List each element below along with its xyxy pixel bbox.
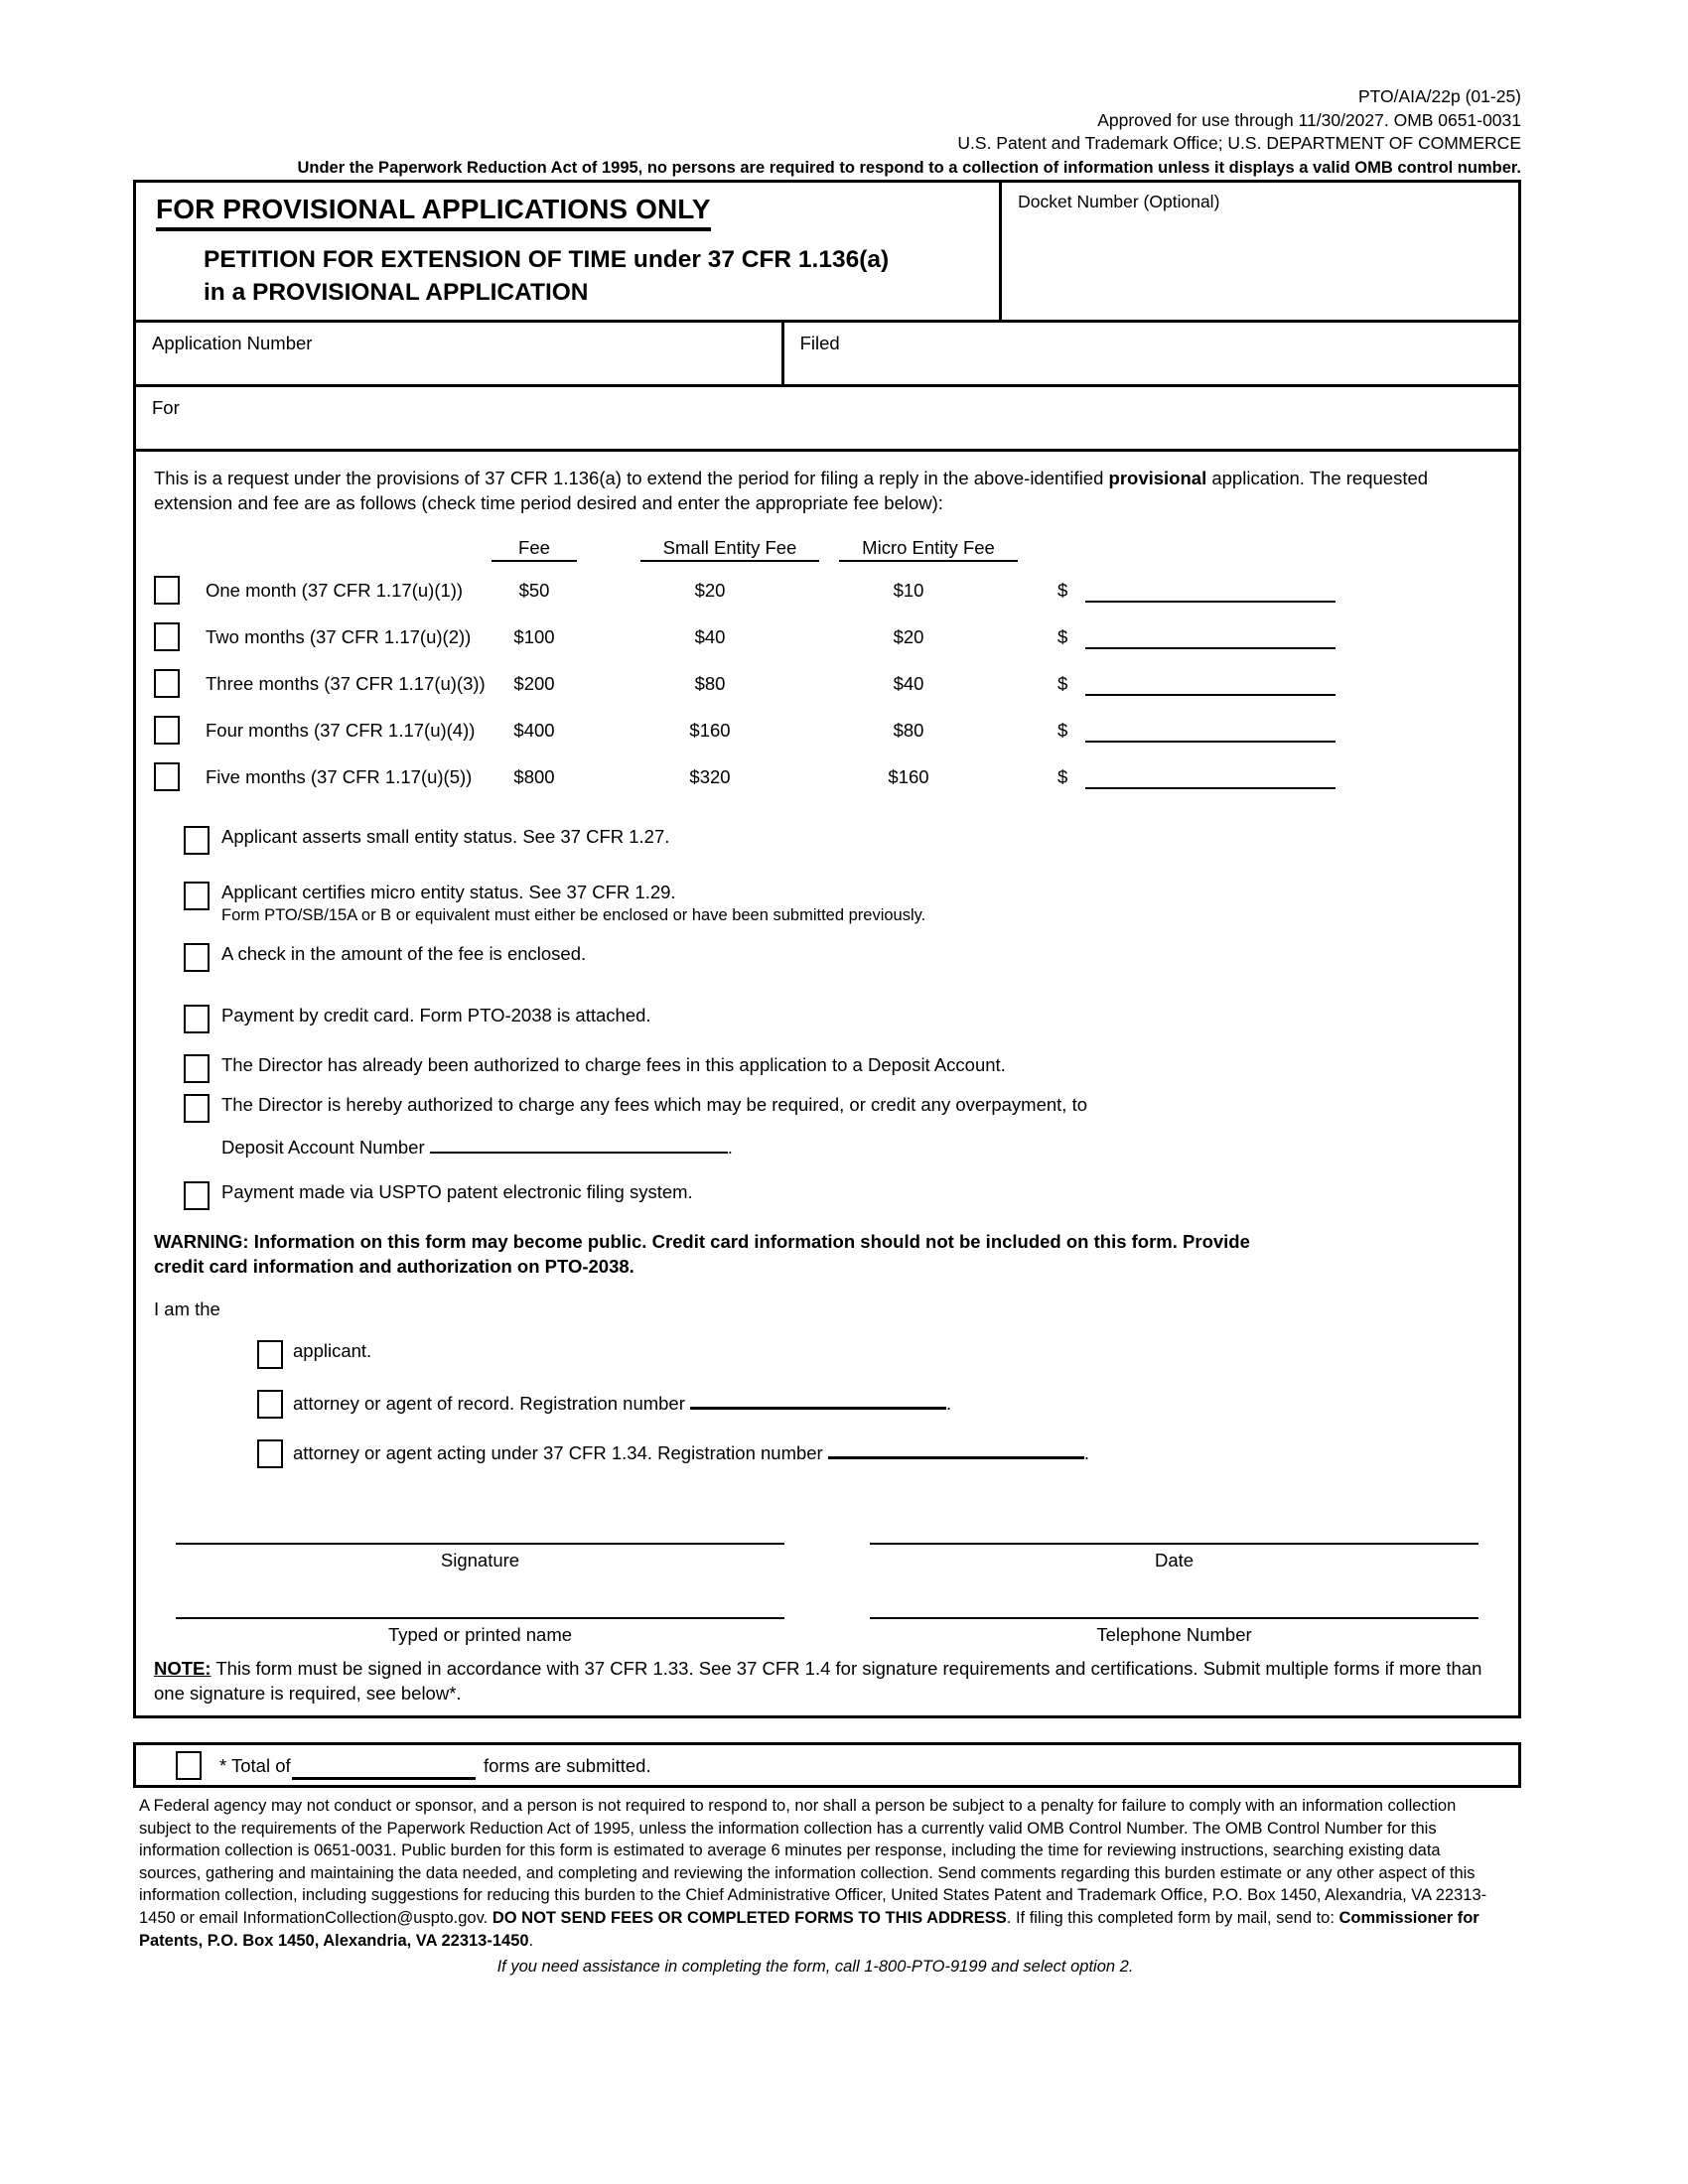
total-forms-input[interactable] — [292, 1777, 476, 1780]
telephone-input[interactable] — [870, 1589, 1478, 1619]
fee-row-small: $20 — [694, 580, 726, 601]
printed-name-field-group — [176, 1589, 784, 1646]
statement-efs-payment[interactable] — [154, 1179, 1500, 1213]
signature-date-row — [154, 1515, 1500, 1571]
fee-row-label: Two months (37 CFR 1.17(u)(2)) — [206, 626, 472, 647]
statement-micro-entity[interactable] — [154, 880, 1500, 927]
statement-check-enclosed[interactable] — [154, 941, 1500, 975]
fee-row-small: $40 — [694, 626, 726, 647]
fee-amount-input[interactable] — [1085, 647, 1336, 649]
date-input[interactable] — [870, 1515, 1478, 1545]
telephone-caption: Telephone Number — [1096, 1624, 1252, 1645]
statement-label: Payment by credit card. Form PTO-2038 is attached. — [221, 1005, 651, 1025]
printed-name-input[interactable] — [176, 1589, 784, 1619]
fee-checkbox-one-month[interactable] — [154, 576, 180, 605]
fee-row-standard: $50 — [518, 580, 550, 601]
fee-row — [154, 711, 1500, 757]
main-content — [136, 452, 1518, 1715]
fee-table — [154, 537, 1500, 804]
statement-label: The Director is hereby authorized to charge any fees which may be required, or credit any overpayment, to — [221, 1094, 1087, 1115]
statement-label: Payment made via USPTO patent electronic filing system. — [221, 1181, 693, 1202]
total-forms-box — [133, 1742, 1521, 1788]
note-label: NOTE: — [154, 1658, 211, 1679]
fee-amount-input[interactable] — [1085, 694, 1336, 696]
deposit-account-label: Deposit Account Number — [221, 1137, 425, 1158]
intro-bold: provisional — [1108, 468, 1207, 488]
director-already-checkbox[interactable] — [184, 1054, 210, 1083]
signature-input[interactable] — [176, 1515, 784, 1545]
role-period: . — [1083, 1442, 1089, 1463]
fee-checkbox-four-months[interactable] — [154, 716, 180, 745]
small-entity-column-header: Small Entity Fee — [640, 537, 819, 562]
approval-line: Approved for use through 11/30/2027. OMB 0651-0031 — [1097, 109, 1521, 130]
fee-checkbox-five-months[interactable] — [154, 762, 180, 791]
fee-row — [154, 757, 1500, 804]
application-filed-row — [136, 323, 1518, 387]
footer-part-1: A Federal agency may not conduct or sponsor, and a person is not required to respond to, nor shall a person be subject to a penalty for failure to comply with an information collection subject to the requirements of the Paperwork Reduction Act of 1995, unless the information collection has a currently valid OMB Control Number. The OMB Control Number for this information collection is 0651-0031. Public burden for this form is estimated to average 6 minutes per response, including the time for reviewing instructions, searching existing data sources, gathering and maintaining the data needed, and completing and reviewing the information collection. Send comments regarding this burden estimate or any other aspect of this information collection, including suggestions for reducing this burden to the Chief Administrative Officer, United States Patent and Trademark Office, P.O. Box 1450, Alexandria, VA 22313-1450 or email InformationCollection@uspto.gov. — [139, 1797, 1487, 1927]
fee-row-micro: $160 — [888, 766, 929, 787]
attorney-under-134-checkbox[interactable] — [257, 1439, 283, 1468]
deposit-account-line — [221, 1133, 1500, 1160]
total-forms-checkbox[interactable] — [176, 1751, 202, 1780]
statement-checkbox-list — [154, 824, 1500, 1213]
filed-label: Filed — [799, 333, 840, 353]
fee-row-label: Three months (37 CFR 1.17(u)(3)) — [206, 673, 486, 694]
fee-row-small: $320 — [689, 766, 731, 787]
filed-cell[interactable] — [784, 323, 1518, 384]
dollar-sign: $ — [1057, 720, 1068, 741]
fee-row-label: One month (37 CFR 1.17(u)(1)) — [206, 580, 464, 601]
attorney-of-record-checkbox[interactable] — [257, 1390, 283, 1419]
fee-row-small: $160 — [689, 720, 731, 741]
fee-table-header — [154, 537, 1500, 571]
fee-row-standard: $400 — [513, 720, 555, 741]
dollar-sign: $ — [1057, 766, 1068, 787]
role-attorney-of-record[interactable] — [154, 1388, 1500, 1437]
for-cell[interactable] — [136, 387, 1518, 449]
footer-paragraph — [139, 1795, 1491, 1952]
deposit-account-input[interactable] — [430, 1133, 728, 1154]
role-period: . — [946, 1393, 952, 1414]
signature-caption: Signature — [440, 1550, 520, 1570]
statement-label: Applicant asserts small entity status. See 37 CFR 1.27. — [221, 826, 670, 847]
footer-bold-1: DO NOT SEND FEES OR COMPLETED FORMS TO THIS ADDRESS — [492, 1908, 1007, 1927]
fee-amount-input[interactable] — [1085, 787, 1336, 789]
title-docket-row — [136, 183, 1518, 323]
assistance-line: If you need assistance in completing the form, call 1-800-PTO-9199 and select option 2. — [496, 1958, 1134, 1977]
director-hereby-checkbox[interactable] — [184, 1094, 210, 1123]
fee-row-micro: $40 — [893, 673, 924, 694]
deposit-account-period: . — [727, 1137, 733, 1158]
docket-number-cell[interactable] — [1002, 183, 1518, 320]
dollar-sign: $ — [1057, 673, 1068, 694]
signature-block — [154, 1515, 1500, 1646]
title-subline-1: PETITION FOR EXTENSION OF TIME under 37 CFR 1.136(a) — [204, 246, 890, 273]
fee-row-standard: $800 — [513, 766, 555, 787]
statement-director-already-authorized[interactable] — [154, 1052, 1500, 1086]
title-block — [136, 183, 1002, 320]
fee-row-micro: $10 — [893, 580, 924, 601]
statement-director-hereby-authorized[interactable] — [154, 1092, 1500, 1160]
role-label: attorney or agent of record. Registration number — [293, 1393, 685, 1414]
agency-line: U.S. Patent and Trademark Office; U.S. DEPARTMENT OF COMMERCE — [957, 133, 1521, 153]
form-number: PTO/AIA/22p (01-25) — [1357, 86, 1521, 106]
fee-row-small: $80 — [694, 673, 726, 694]
small-entity-checkbox[interactable] — [184, 826, 210, 855]
statement-label: The Director has already been authorized to charge fees in this application to a Deposit Account. — [221, 1054, 1006, 1075]
check-enclosed-checkbox[interactable] — [184, 943, 210, 972]
role-label: applicant. — [293, 1340, 372, 1361]
dollar-sign: $ — [1057, 580, 1068, 601]
fee-row-label: Four months (37 CFR 1.17(u)(4)) — [206, 720, 476, 741]
warning-block — [154, 1229, 1500, 1279]
fee-row-standard: $100 — [513, 626, 555, 647]
for-row — [136, 387, 1518, 452]
fee-amount-input[interactable] — [1085, 741, 1336, 743]
fee-checkbox-two-months[interactable] — [154, 622, 180, 651]
efs-payment-checkbox[interactable] — [184, 1181, 210, 1210]
paperwork-reduction-notice: Under the Paperwork Reduction Act of 1995, no persons are required to respond to a collection of information unless it displays a valid OMB control number. — [297, 159, 1521, 177]
total-forms-suffix: forms are submitted. — [484, 1755, 651, 1776]
i-am-the-label: I am the — [154, 1298, 220, 1319]
date-field-group — [870, 1515, 1478, 1571]
role-applicant[interactable] — [154, 1338, 1500, 1388]
name-phone-row — [154, 1589, 1500, 1646]
fee-column-header: Fee — [492, 537, 577, 562]
statement-credit-card[interactable] — [154, 1003, 1500, 1036]
dollar-sign: $ — [1057, 626, 1068, 647]
footer-block — [139, 1795, 1491, 1979]
statement-label: Applicant certifies micro entity status. See 37 CFR 1.29. — [221, 882, 676, 902]
form-header-meta — [169, 85, 1521, 156]
intro-paragraph — [154, 466, 1500, 515]
attorney-of-record-registration-input[interactable] — [690, 1388, 946, 1410]
fee-row-standard: $200 — [513, 673, 555, 694]
fee-row — [154, 664, 1500, 711]
title-subline-2: in a PROVISIONAL APPLICATION — [204, 279, 589, 306]
page-title: FOR PROVISIONAL APPLICATIONS ONLY — [156, 193, 711, 231]
form-body — [133, 180, 1521, 1718]
role-label: attorney or agent acting under 37 CFR 1.34. Registration number — [293, 1442, 823, 1463]
statement-small-entity[interactable] — [154, 824, 1500, 858]
statement-sublabel: Form PTO/SB/15A or B or equivalent must either be enclosed or have been submitted previously. — [221, 906, 926, 924]
total-forms-row[interactable] — [136, 1745, 1518, 1785]
credit-card-checkbox[interactable] — [184, 1005, 210, 1033]
fee-row — [154, 617, 1500, 664]
footer-bold-2: Commissioner for Patents, P.O. Box 1450, Alexandria, VA 22313-1450 — [139, 1908, 1479, 1950]
micro-entity-checkbox[interactable] — [184, 882, 210, 910]
note-block — [154, 1656, 1500, 1706]
intro-part1: This is a request under the provisions of 37 CFR 1.136(a) to extend the period for filing a reply in the above-identified — [154, 468, 1109, 488]
fee-amount-input[interactable] — [1085, 601, 1336, 603]
note-text: This form must be signed in accordance with 37 CFR 1.33. See 37 CFR 1.4 for signature requirements and certifications. Submit multiple forms if more than one signature is required, see below*. — [154, 1658, 1482, 1704]
applicant-checkbox[interactable] — [257, 1340, 283, 1369]
warning-line-2: credit card information and authorization on PTO-2038. — [154, 1256, 634, 1277]
date-caption: Date — [1154, 1550, 1195, 1570]
fee-row-micro: $80 — [893, 720, 924, 741]
application-number-cell[interactable] — [136, 323, 784, 384]
role-checkbox-list — [154, 1338, 1500, 1487]
for-label: For — [152, 397, 180, 418]
fee-checkbox-three-months[interactable] — [154, 669, 180, 698]
attorney-under-134-registration-input[interactable] — [828, 1437, 1084, 1459]
statement-label: A check in the amount of the fee is enclosed. — [221, 943, 587, 964]
telephone-field-group — [870, 1589, 1478, 1646]
fee-row-label: Five months (37 CFR 1.17(u)(5)) — [206, 766, 473, 787]
micro-entity-column-header: Micro Entity Fee — [839, 537, 1018, 562]
total-forms-prefix: * Total of — [219, 1755, 291, 1776]
warning-line-1: WARNING: Information on this form may become public. Credit card information should not be included on this form. Provide — [154, 1231, 1250, 1252]
footer-part-2: . If filing this completed form by mail, send to: — [1006, 1908, 1339, 1927]
fee-row — [154, 571, 1500, 617]
signature-field-group — [176, 1515, 784, 1571]
application-number-label: Application Number — [152, 333, 313, 353]
docket-number-label: Docket Number (Optional) — [1018, 192, 1220, 211]
intro-part2: application. The requested extension and fee are as follows (check time period desired and enter the appropriate fee below): — [154, 468, 1429, 513]
fee-row-micro: $20 — [893, 626, 924, 647]
footer-part-3: . — [528, 1931, 534, 1950]
main-content-row — [136, 452, 1518, 1715]
docket-number-input[interactable] — [1018, 212, 1518, 284]
printed-name-caption: Typed or printed name — [387, 1624, 573, 1645]
role-attorney-under-134[interactable] — [154, 1437, 1500, 1487]
